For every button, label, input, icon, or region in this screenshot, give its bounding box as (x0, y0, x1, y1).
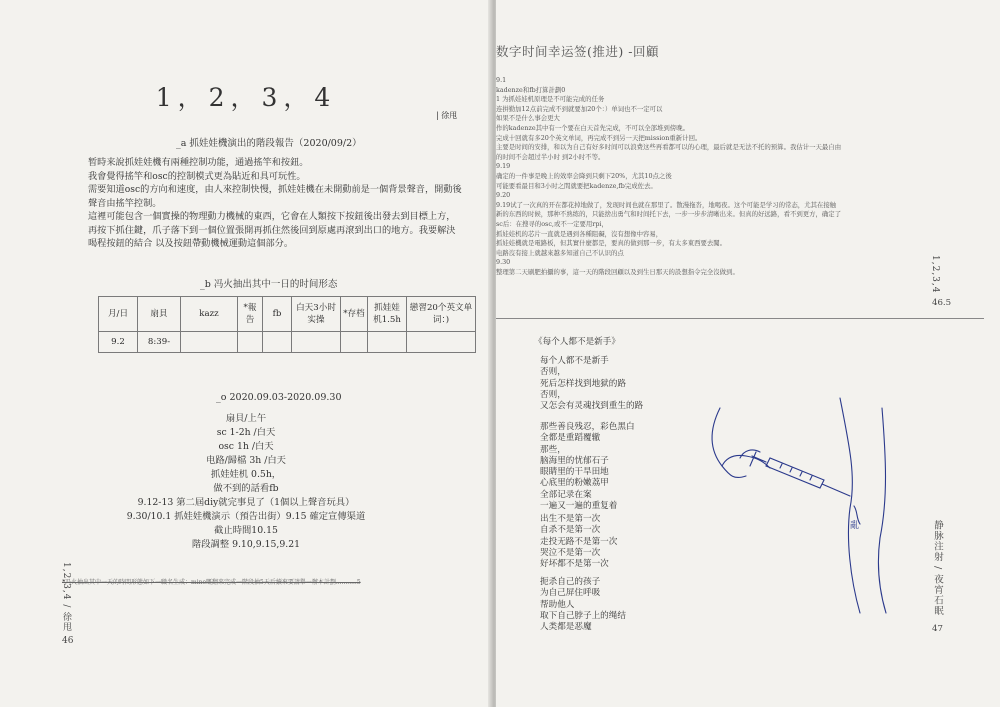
arm-skin-outline-2 (878, 408, 886, 613)
page-reference: 46.5 (932, 298, 952, 308)
poem-line: 脑海里的忧郁石子 (540, 455, 609, 466)
page-title: 1，2，3，4 (155, 83, 337, 112)
schedule-line: 电路/歸檔 3h /白天 (206, 455, 286, 466)
schedule-line: 扇貝/上午 (225, 413, 267, 424)
poem-line: 否则， (540, 389, 566, 400)
log-line: 9.1 (496, 76, 507, 84)
arm-outline (712, 408, 746, 478)
log-line: 主要是时间的安排，和以为自己有好多时间可以浪费这些再看都可以的心理，最后就是无法不托的预算。我估计一天最自由 (496, 143, 842, 152)
side-label-top: 1,2,3,4 (930, 255, 940, 294)
poem-line: 全都是重蹈覆辙 (540, 433, 601, 444)
syringe-body (766, 458, 824, 488)
schedule-line: 抓娃娃机 0.5h， (210, 469, 282, 480)
poem-stanza (540, 514, 617, 570)
table-header-cell: fb (263, 297, 292, 332)
poem-line: 心底里的粉嫩荔甲 (540, 478, 609, 489)
log-line: 9.30 (496, 258, 511, 267)
poem-line: 一遍又一遍的重复着 (540, 501, 618, 512)
table-cell: 8:39- (138, 332, 181, 353)
log-title: 数字时间幸运签(推进) -回顧 (496, 44, 659, 59)
table-header-cell: 白天3小时实操 (292, 297, 341, 332)
poem-line: 人类都是恶魔 (540, 622, 592, 633)
poem-line: 取下自己脖子上的绳结 (540, 610, 626, 621)
schedule-line: osc 1h /白天 (218, 441, 274, 452)
schedule-line: 截止時間10.15 (214, 525, 278, 536)
log-line: 抓娃娃机的芯片一直就是遇到各種阻礙，沒有想像中容易， (496, 229, 663, 238)
side-label: 1,2,3,4 / 徐甩 (61, 562, 71, 633)
poem-line: 扼杀自己的孩子 (540, 577, 601, 587)
log-line: 如果不是什么事会更大 (496, 114, 560, 123)
log-line: 电路沒有接上就越來越多知道自己不认识的点 (496, 248, 624, 257)
footnote: *冯火抽出其中一天的時間形態如下一職名生成：mine嘅翻来完成一階段抽5天后續來要請舉一辦本計劃...........5 (62, 579, 361, 586)
section-o-heading: _o 2020.09.03-2020.09.30 (216, 392, 342, 403)
schedule-line: 做不到的話看fb (213, 483, 279, 494)
log-line: 整理第二天刷肥拍攝的事，這一天的階段回顧以及到生日那天的設想指令完全沒做到。 (496, 267, 739, 276)
poem-line: 否则， (540, 367, 566, 378)
log-line: 确定的一件事是晚上的效率会降到只剩下20%，尤其10点之後 (496, 171, 672, 180)
paragraph: 暂時来說抓娃娃機有兩種控制功能，通過搖竿和按鈕。 (88, 157, 309, 168)
syringe-plunger (750, 452, 766, 466)
progress-log (496, 76, 920, 277)
table-header-cell: kazz (181, 297, 238, 332)
log-line: 1 为抓娃娃机原理是不可能完成的任务 (496, 95, 605, 104)
injection-illustration (700, 388, 920, 618)
section-b-heading: _b 冯火抽出其中一日的时间形态 (200, 279, 338, 290)
poem-stanza (540, 356, 643, 412)
log-line: 可能要看最目和3小时之間就要把kadenze,fb完成佐去。 (496, 181, 657, 190)
log-line: 的时间不会超过半小时 到2小时不等。 (496, 152, 605, 161)
page-number: 46 (62, 636, 74, 646)
log-line: 作的kadenze其中有一个要在白天首先完成，不可以全部堆到傍晚。 (496, 123, 689, 132)
paragraph: 我會覺得搖竿和osc的控制模式更為貼近和具可玩性。 (88, 170, 306, 182)
log-line: 9.19试了一次真的开在都花掉地做了，发现时间也就在那里了。散漫拖沓，地喝夜。这个可能是学习的常态，尤其在接触 (496, 200, 837, 209)
side-label-bottom: 静脉注射 / 夜宵石眠 (932, 520, 943, 617)
log-line: kadenze和fb打算計劃0 (496, 85, 566, 94)
syringe-markings (780, 464, 812, 480)
poem-line: 每个人都不是新手 (540, 356, 609, 366)
poem-line: 自杀不是第一次 (540, 525, 601, 536)
log-line: 9.19 (496, 162, 511, 171)
poem-line: 眼睛里的干旱田地 (540, 467, 609, 478)
poem-line: 好坏都不是第一次 (540, 559, 609, 570)
table-header-cell: *報告 (238, 297, 263, 332)
schedule-line: 階段調整 9.10,9.15,9.21 (191, 539, 301, 550)
table-cell: 9.2 (99, 332, 138, 353)
poem-line: 走投无路不是第一次 (540, 536, 618, 547)
log-line: sc后：在搜寻的osc,或不一定要用rpi， (496, 219, 608, 228)
log-line: 完成十回就有多20个英文单词，再完成不到另一天把mission重新计回。 (496, 133, 702, 142)
hand-outline (722, 455, 770, 468)
poem-line: 那些善良残忍，彩色黑白 (540, 422, 635, 432)
poem-line: 那些， (540, 444, 566, 455)
schedule-line: 9.12-13 第二屆diy就完事見了（1個以上聲音玩具） (137, 497, 355, 508)
divider (496, 318, 984, 319)
paragraph: 這裡可能包含一個實操的物理動力機械的東西，它會在人類按下按鈕後出發去到目標上方，再按下抓住鍵，爪子落下到一個位置張開再抓住然後回到原處再滾到出口的地方。我要解決喝程按鈕的結合 以及按鈕帶動機械運動這個部分。 (88, 211, 456, 249)
vein-label: 亂 (850, 521, 860, 531)
poem-stanza (540, 577, 626, 633)
paragraph: 需要知道osc的方向和速度，由人來控制快慢，抓娃娃機在未開動前是一個背景聲音，開動後聲音由搖竿控制。 (88, 184, 462, 209)
section-a-heading: _a 抓娃娃機演出的階段報告（2020/09/2） (176, 138, 362, 149)
syringe-needle (822, 484, 850, 496)
page-number: 47 (932, 624, 943, 634)
table-header-cell: 月/日 (99, 297, 138, 332)
poem-line: 哭泣不是第一次 (540, 547, 601, 558)
poem-title: 《每个人都不是新手》 (534, 337, 620, 347)
poem-line: 出生不是第一次 (540, 514, 601, 524)
table-header-cell: 抓娃娃机1.5h (368, 297, 407, 332)
poem-line: 又怎会有灵魂找到重生的路 (540, 401, 644, 412)
table-header-cell: 戀習20个英文单词：) (407, 297, 476, 332)
log-line: 新的东西的时候，那种不熟练的，只能捨出勇气和时间托下去，一步一步步清晰出来。但真的好远路，看不到更方，确定了 (496, 210, 842, 219)
author-name: | 徐甩 (436, 111, 458, 120)
poem-line: 帮助他人 (540, 599, 575, 610)
schedule-line: sc 1-2h /白天 (216, 427, 276, 438)
log-line: 连拼勤加12点前完成不到就要加20个：）单词也不一定可以 (496, 104, 663, 113)
poem-stanza (540, 422, 635, 512)
table-header-cell: 扇貝 (138, 297, 181, 332)
log-line: 抓娃娃機就是電路板，但其實什麼都是，要真的做到那一步，有太多東西要去闖。 (496, 239, 727, 248)
arm-skin-outline (840, 398, 860, 613)
schedule-line: 9.30/10.1 抓娃娃機演示（預告出街）9.15 確定宣傳渠道 (126, 511, 366, 522)
poem-line: 死后怎样找到地狱的路 (540, 378, 626, 389)
poem-line: 全部记录在案 (540, 489, 592, 500)
table-header-cell: *存档 (341, 297, 368, 332)
poem-line: 为自己屏住呼吸 (540, 588, 601, 599)
log-line: 9.20 (496, 191, 511, 200)
